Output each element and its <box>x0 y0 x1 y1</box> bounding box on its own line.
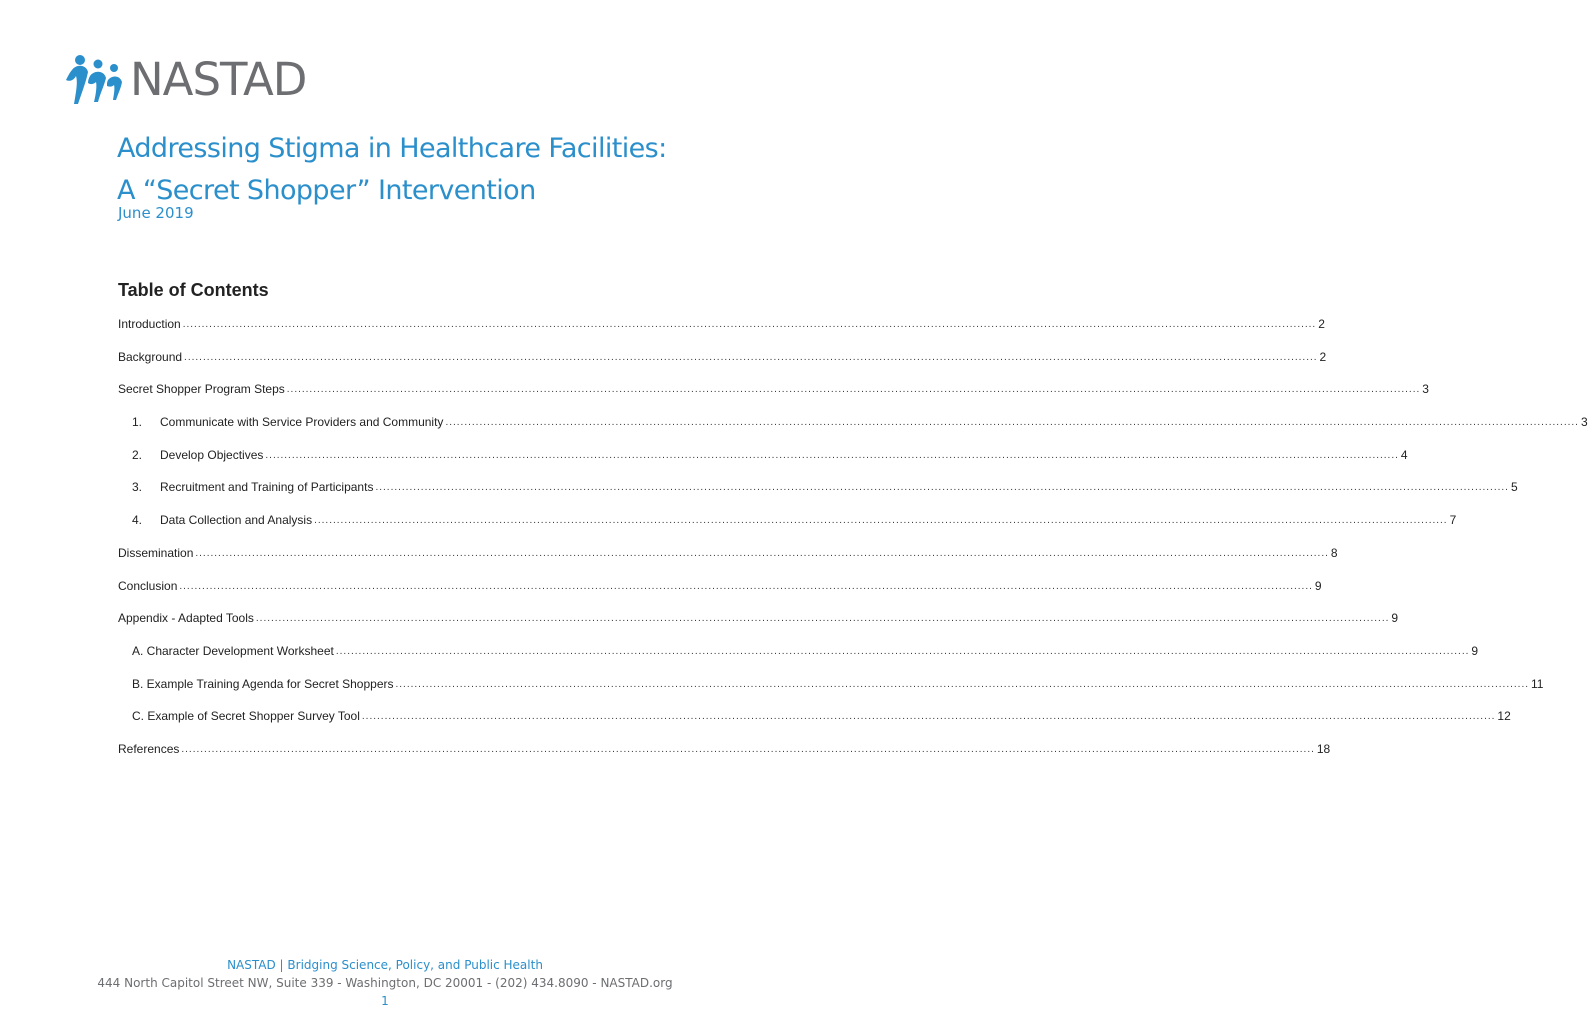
toc-leader-dots: ............................................................................................................................................................................................................................................................................................................ <box>375 482 1509 494</box>
toc-entry-label <box>118 610 254 626</box>
toc-entry-page: 2 <box>1319 349 1327 364</box>
toc-entry-page: 9 <box>1391 611 1399 626</box>
toc-entry[interactable] <box>118 708 1511 741</box>
toc-leader-dots: ............................................................................................................................................................................................................................................................................................................ <box>184 351 1318 363</box>
toc-entry-number: 2. <box>132 447 143 462</box>
toc-entry-number: 3. <box>132 480 143 495</box>
toc-entry-text: Secret Shopper Program Steps <box>118 382 285 397</box>
title-line-1: Addressing Stigma in Healthcare Facilities: <box>117 133 667 164</box>
toc-entry-number: 4. <box>132 513 143 528</box>
toc-entry-text: Dissemination <box>118 545 194 560</box>
toc-entry-text: Recruitment and Training of Participants <box>160 480 374 495</box>
toc-entry-text: Appendix - Adapted Tools <box>118 611 254 626</box>
nastad-logo <box>66 52 306 108</box>
toc-entry-page: 8 <box>1330 545 1338 560</box>
toc-entry-text: Conclusion <box>118 578 178 593</box>
toc-leader-dots: ............................................................................................................................................................................................................................................................................................................ <box>179 580 1313 592</box>
toc-entry-page: 2 <box>1318 317 1325 331</box>
toc-leader-dots: ............................................................................................................................................................................................................................................................................................................ <box>181 743 1315 755</box>
toc-entry[interactable] <box>118 545 1338 578</box>
toc-leader-dots: ............................................................................................................................................................................................................................................................................................................ <box>182 319 1317 330</box>
title-line-2: A “Secret Shopper” Intervention <box>117 175 536 206</box>
toc-entry-label <box>118 578 177 594</box>
toc-entry-label <box>132 479 373 495</box>
toc-entry-page: 5 <box>1510 480 1518 495</box>
toc-leader-dots: ............................................................................................................................................................................................................................................................................................................ <box>195 547 1329 559</box>
toc-entry-page: 9 <box>1471 643 1479 658</box>
page-number: 1 <box>381 994 389 1008</box>
toc-entry-label <box>132 447 263 463</box>
toc-entry-label <box>132 708 360 724</box>
toc-entry-number: 1. <box>132 415 143 430</box>
toc-entry-label <box>118 349 182 365</box>
toc-entry-text: Introduction <box>118 317 181 331</box>
toc-leader-dots: ............................................................................................................................................................................................................................................................................................................ <box>265 449 1399 461</box>
toc-entry-label <box>118 741 179 757</box>
toc-entry-text: B. Example Training Agenda for Secret Shoppers <box>132 676 394 691</box>
toc-entry[interactable] <box>118 676 1544 709</box>
toc-entry-label <box>132 643 334 659</box>
toc-entry-page: 18 <box>1316 741 1331 756</box>
toc-entry-page: 4 <box>1400 447 1408 462</box>
toc-entry[interactable] <box>118 741 1331 774</box>
footer-tagline: NASTAD | Bridging Science, Policy, and Public Health <box>227 958 543 972</box>
toc-leader-dots: ............................................................................................................................................................................................................................................................................................................ <box>255 613 1390 625</box>
toc-entry-page: 12 <box>1497 709 1511 724</box>
toc-entry[interactable] <box>118 447 1408 480</box>
toc-entry-label <box>132 676 394 692</box>
toc-leader-dots: ............................................................................................................................................................................................................................................................................................................ <box>395 678 1529 690</box>
toc-entry[interactable] <box>118 381 1429 414</box>
toc-entry[interactable] <box>118 643 1479 676</box>
toc-entry-label <box>118 316 181 332</box>
footer-address: 444 North Capitol Street NW, Suite 339 - Washington, DC 20001 - (202) 434.8090 - NASTAD.org <box>97 976 673 990</box>
toc-heading: Table of Contents <box>118 280 269 300</box>
toc-entry-page: 11 <box>1531 676 1544 691</box>
document-title <box>117 128 717 212</box>
logo-wordmark: NASTAD <box>130 53 307 106</box>
toc-entry[interactable] <box>118 349 1327 382</box>
table-of-contents <box>118 316 1588 774</box>
toc-entry[interactable] <box>118 414 1588 447</box>
toc-entry[interactable] <box>118 512 1457 545</box>
toc-entry-label <box>132 414 443 430</box>
toc-entry-page: 9 <box>1314 578 1322 593</box>
toc-entry[interactable] <box>118 479 1518 512</box>
toc-entry-label <box>132 512 312 528</box>
toc-entry-label <box>118 545 193 561</box>
toc-entry-label <box>118 381 285 397</box>
nastad-people-icon <box>66 52 126 108</box>
toc-entry-text: A. Character Development Worksheet <box>132 643 334 658</box>
toc-leader-dots: ............................................................................................................................................................................................................................................................................................................ <box>361 711 1496 723</box>
toc-leader-dots: ............................................................................................................................................................................................................................................................................................................ <box>445 417 1579 429</box>
toc-entry-text: Data Collection and Analysis <box>160 513 313 528</box>
toc-leader-dots: ............................................................................................................................................................................................................................................................................................................ <box>335 645 1470 657</box>
toc-entry-page: 7 <box>1449 513 1457 528</box>
toc-leader-dots: ............................................................................................................................................................................................................................................................................................................ <box>286 384 1421 396</box>
document-date: June 2019 <box>118 204 194 222</box>
toc-entry-text: Communicate with Service Providers and Community <box>160 415 444 430</box>
toc-entry-page: 3 <box>1422 382 1429 397</box>
toc-entry-text: Develop Objectives <box>160 447 264 462</box>
toc-entry[interactable] <box>118 578 1322 611</box>
toc-entry-text: Background <box>118 349 183 364</box>
toc-entry[interactable] <box>118 610 1399 643</box>
toc-entry[interactable] <box>118 316 1325 349</box>
toc-entry-text: References <box>118 741 180 756</box>
toc-entry-text: C. Example of Secret Shopper Survey Tool <box>132 709 360 724</box>
toc-entry-page: 3 <box>1580 415 1588 430</box>
toc-leader-dots: ............................................................................................................................................................................................................................................................................................................ <box>314 515 1448 527</box>
